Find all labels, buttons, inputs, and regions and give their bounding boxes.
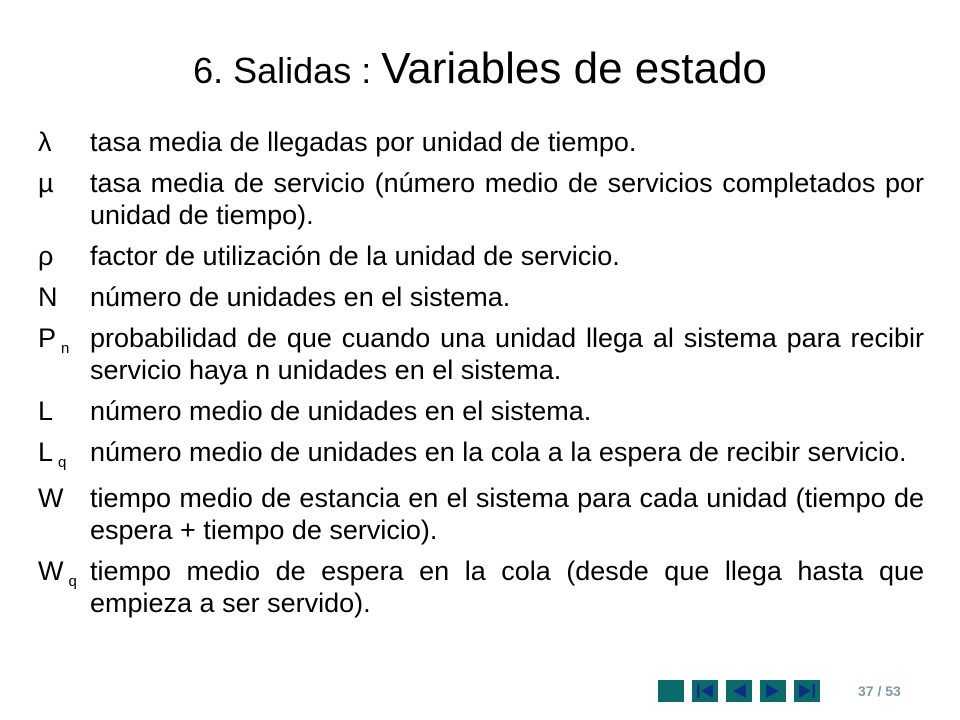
definition-symbol: λ bbox=[38, 127, 52, 157]
slide-title bbox=[0, 44, 960, 94]
next-slide-button[interactable] bbox=[760, 680, 786, 702]
definition-text: probabilidad de que cuando una unidad llega al sistema para recibir servicio haya n unidades en el sistema. bbox=[90, 323, 924, 385]
blank-nav-button[interactable] bbox=[658, 680, 684, 702]
definition-text: tiempo medio de estancia en el sistema para cada unidad (tiempo de espera + tiempo de servicio). bbox=[90, 483, 924, 545]
first-slide-icon bbox=[692, 680, 718, 702]
previous-slide-icon bbox=[726, 680, 752, 702]
previous-slide-button[interactable] bbox=[726, 680, 752, 702]
definition-item-lq bbox=[38, 436, 924, 473]
definition-item-lambda bbox=[38, 126, 924, 158]
definition-symbol: W bbox=[38, 483, 64, 513]
slide-title-prefix: 6. Salidas : bbox=[193, 50, 382, 91]
slide-navigation bbox=[658, 680, 828, 702]
slide-title-main: Variables de estado bbox=[381, 44, 767, 93]
definition-symbol: ρ bbox=[38, 241, 54, 271]
last-slide-button[interactable] bbox=[794, 680, 820, 702]
next-slide-icon bbox=[760, 680, 786, 702]
definition-list bbox=[38, 126, 924, 628]
definition-item-wq bbox=[38, 555, 924, 619]
definition-item-w bbox=[38, 482, 924, 546]
definition-symbol: P $_n$ bbox=[38, 323, 70, 357]
definition-subscript: q bbox=[58, 454, 67, 471]
definition-symbol: µ bbox=[38, 168, 54, 198]
first-slide-button[interactable] bbox=[692, 680, 718, 702]
definition-subscript: q bbox=[68, 573, 77, 590]
definition-item-rho bbox=[38, 240, 924, 272]
definition-symbol: N bbox=[38, 282, 58, 312]
definition-text: factor de utilización de la unidad de servicio. bbox=[90, 241, 620, 271]
definition-item-n bbox=[38, 281, 924, 313]
definition-symbol: L bbox=[38, 396, 54, 426]
definition-text: número medio de unidades en el sistema. bbox=[90, 396, 592, 426]
definition-item-l bbox=[38, 395, 924, 427]
definition-text: tasa media de llegadas por unidad de tiempo. bbox=[90, 127, 637, 157]
page-indicator: 37 / 53 bbox=[858, 683, 901, 699]
definition-symbol: L $_q$ bbox=[38, 437, 67, 471]
definition-text: número medio de unidades en la cola a la espera de recibir servicio. bbox=[90, 437, 907, 467]
last-slide-icon bbox=[794, 680, 820, 702]
definition-subscript: n bbox=[61, 340, 70, 357]
definition-text: tasa media de servicio (número medio de servicios completados por unidad de tiempo). bbox=[90, 168, 924, 230]
definition-item-mu bbox=[38, 167, 924, 231]
definition-text: número de unidades en el sistema. bbox=[90, 282, 511, 312]
definition-symbol: W $_q$ bbox=[38, 556, 77, 590]
definition-text: tiempo medio de espera en la cola (desde que llega hasta que empieza a ser servido). bbox=[90, 556, 924, 618]
definition-item-pn bbox=[38, 322, 924, 386]
